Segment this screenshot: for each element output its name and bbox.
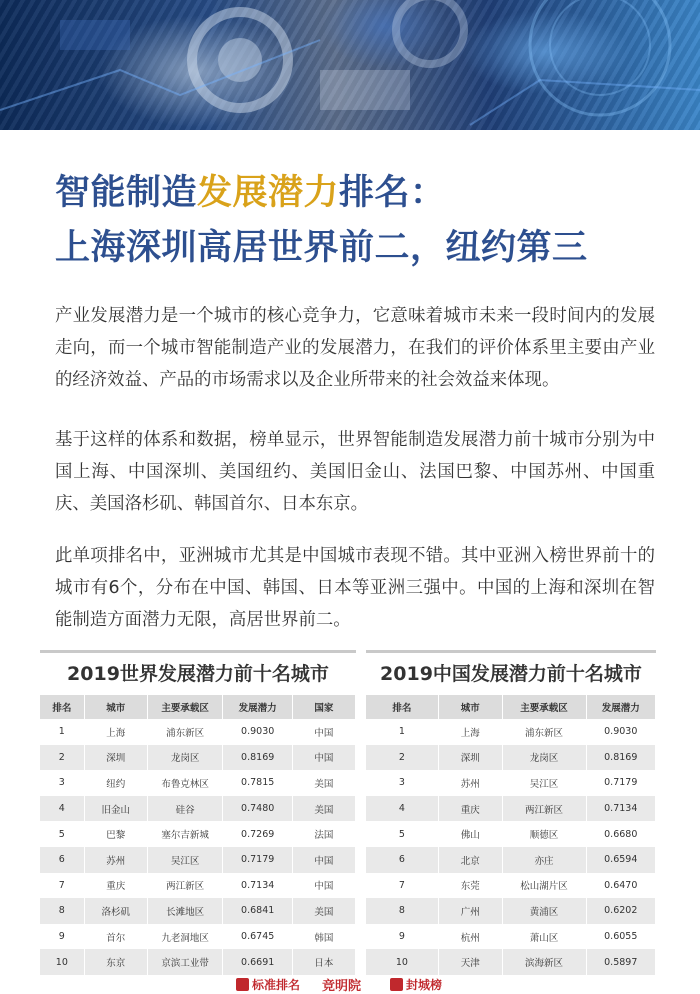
logo-jingming xyxy=(322,976,361,993)
china-table-row xyxy=(366,796,656,822)
table-cell: 吴江区 xyxy=(502,770,586,796)
table-cell: 北京 xyxy=(438,847,502,873)
column-header: 排名 xyxy=(366,695,438,719)
logo-text: 标准排名 xyxy=(252,978,301,992)
table-cell: 美国 xyxy=(292,770,355,796)
table-cell: 天津 xyxy=(438,949,502,975)
table-cell: 4 xyxy=(40,796,84,822)
table-cell: 广州 xyxy=(438,898,502,924)
table-cell: 0.9030 xyxy=(586,719,655,745)
table-cell: 深圳 xyxy=(438,745,502,771)
title-line1 xyxy=(55,173,446,213)
china-table-row xyxy=(366,847,656,873)
china-table-row xyxy=(366,924,656,950)
table-cell: 龙岗区 xyxy=(147,745,223,771)
table-cell: 0.7815 xyxy=(223,770,292,796)
china-table-header-row xyxy=(366,695,656,719)
table-cell: 首尔 xyxy=(84,924,147,950)
table-cell: 京滨工业带 xyxy=(147,949,223,975)
table-cell: 中国 xyxy=(292,719,355,745)
table-cell: 7 xyxy=(40,873,84,899)
table-cell: 0.6470 xyxy=(586,873,655,899)
table-cell: 0.6594 xyxy=(586,847,655,873)
table-cell: 10 xyxy=(40,949,84,975)
table-cell: 0.7179 xyxy=(223,847,292,873)
table-cell: 上海 xyxy=(84,719,147,745)
table-cell: 韩国 xyxy=(292,924,355,950)
article-title xyxy=(55,166,675,276)
table-cell: 2 xyxy=(366,745,438,771)
table-cell: 洛杉矶 xyxy=(84,898,147,924)
table-cell: 深圳 xyxy=(84,745,147,771)
table-cell: 旧金山 xyxy=(84,796,147,822)
table-cell: 5 xyxy=(40,821,84,847)
table-cell: 1 xyxy=(366,719,438,745)
table-cell: 重庆 xyxy=(84,873,147,899)
world-table-row xyxy=(40,770,356,796)
table-cell: 4 xyxy=(366,796,438,822)
logo-mark-icon xyxy=(236,978,249,991)
table-cell: 纽约 xyxy=(84,770,147,796)
table-cell: 0.6202 xyxy=(586,898,655,924)
table-cell: 东莞 xyxy=(438,873,502,899)
table-cell: 浦东新区 xyxy=(147,719,223,745)
table-cell: 布鲁克林区 xyxy=(147,770,223,796)
table-cell: 中国 xyxy=(292,745,355,771)
table-cell: 佛山 xyxy=(438,821,502,847)
table-cell: 顺德区 xyxy=(502,821,586,847)
table-cell: 上海 xyxy=(438,719,502,745)
title-line1-suffix: 排名： xyxy=(339,173,446,213)
column-header: 发展潜力 xyxy=(223,695,292,719)
table-cell: 0.7134 xyxy=(223,873,292,899)
world-table-row xyxy=(40,796,356,822)
china-table-row xyxy=(366,949,656,975)
table-cell: 2 xyxy=(40,745,84,771)
logo-fengcheng xyxy=(390,976,442,993)
world-table-header-row xyxy=(40,695,356,719)
table-cell: 0.7134 xyxy=(586,796,655,822)
table-cell: 两江新区 xyxy=(147,873,223,899)
table-cell: 5 xyxy=(366,821,438,847)
logo-mark-icon xyxy=(390,978,403,991)
table-cell: 亦庄 xyxy=(502,847,586,873)
title-line1-prefix: 智能制造 xyxy=(55,173,198,213)
table-cell: 7 xyxy=(366,873,438,899)
banner-machinery-graphic xyxy=(0,0,700,130)
table-cell: 0.6691 xyxy=(223,949,292,975)
footer-logos xyxy=(0,974,700,994)
table-cell: 3 xyxy=(366,770,438,796)
table-cell: 萧山区 xyxy=(502,924,586,950)
table-cell: 0.7179 xyxy=(586,770,655,796)
table-cell: 黄浦区 xyxy=(502,898,586,924)
world-table-row xyxy=(40,924,356,950)
table-cell: 6 xyxy=(40,847,84,873)
table-cell: 8 xyxy=(40,898,84,924)
column-header: 城市 xyxy=(438,695,502,719)
table-cell: 塞尔吉新城 xyxy=(147,821,223,847)
world-ranking-table xyxy=(40,650,356,975)
table-cell: 0.7480 xyxy=(223,796,292,822)
china-table-row xyxy=(366,898,656,924)
world-table-title: 2019世界发展潜力前十名城市 xyxy=(40,650,356,695)
table-cell: 0.6841 xyxy=(223,898,292,924)
table-cell: 0.8169 xyxy=(223,745,292,771)
title-highlight: 发展潜力 xyxy=(197,173,340,213)
world-table-row xyxy=(40,873,356,899)
world-table-row xyxy=(40,821,356,847)
table-cell: 日本 xyxy=(292,949,355,975)
table-cell: 两江新区 xyxy=(502,796,586,822)
table-cell: 0.7269 xyxy=(223,821,292,847)
title-line2: 上海深圳高居世界前二，纽约第三 xyxy=(55,228,588,268)
table-cell: 巴黎 xyxy=(84,821,147,847)
table-cell: 10 xyxy=(366,949,438,975)
china-table-row xyxy=(366,821,656,847)
table-cell: 9 xyxy=(366,924,438,950)
world-table-row xyxy=(40,949,356,975)
world-table-row xyxy=(40,745,356,771)
table-cell: 硅谷 xyxy=(147,796,223,822)
table-cell: 苏州 xyxy=(438,770,502,796)
column-header: 城市 xyxy=(84,695,147,719)
world-table-row xyxy=(40,719,356,745)
table-cell: 美国 xyxy=(292,898,355,924)
table-cell: 0.6055 xyxy=(586,924,655,950)
logo-text: 竞明院 xyxy=(322,979,362,994)
table-cell: 中国 xyxy=(292,847,355,873)
table-cell: 法国 xyxy=(292,821,355,847)
table-cell: 3 xyxy=(40,770,84,796)
table-cell: 长滩地区 xyxy=(147,898,223,924)
china-table-title: 2019中国发展潜力前十名城市 xyxy=(366,650,656,695)
table-cell: 滨海新区 xyxy=(502,949,586,975)
column-header: 主要承载区 xyxy=(502,695,586,719)
table-cell: 九老洞地区 xyxy=(147,924,223,950)
column-header: 主要承载区 xyxy=(147,695,223,719)
logo-biaozhun xyxy=(236,976,300,993)
world-table-row xyxy=(40,898,356,924)
table-cell: 松山湖片区 xyxy=(502,873,586,899)
world-table-row xyxy=(40,847,356,873)
table-cell: 龙岗区 xyxy=(502,745,586,771)
table-cell: 8 xyxy=(366,898,438,924)
table-cell: 重庆 xyxy=(438,796,502,822)
table-cell: 东京 xyxy=(84,949,147,975)
paragraph-1: 产业发展潜力是一个城市的核心竞争力，它意味着城市未来一段时间内的发展走向，而一个城市智能制造产业的发展潜力，在我们的评价体系里主要由产业的经济效益、产品的市场需求以及企业所带来的社会效益来体现。 xyxy=(55,306,655,390)
column-header: 国家 xyxy=(292,695,355,719)
table-cell: 吴江区 xyxy=(147,847,223,873)
china-table-row xyxy=(366,873,656,899)
table-cell: 0.9030 xyxy=(223,719,292,745)
china-table-row xyxy=(366,745,656,771)
paragraph-3: 此单项排名中，亚洲城市尤其是中国城市表现不错。其中亚洲入榜世界前十的城市有6个，分布在中国、韩国、日本等亚洲三强中。中国的上海和深圳在智能制造方面潜力无限，高居世界前二。 xyxy=(55,546,655,630)
china-table-row xyxy=(366,719,656,745)
table-cell: 美国 xyxy=(292,796,355,822)
table-cell: 苏州 xyxy=(84,847,147,873)
table-cell: 6 xyxy=(366,847,438,873)
china-ranking-table xyxy=(366,650,656,975)
china-table-row xyxy=(366,770,656,796)
table-cell: 0.8169 xyxy=(586,745,655,771)
table-cell: 杭州 xyxy=(438,924,502,950)
table-cell: 中国 xyxy=(292,873,355,899)
table-cell: 浦东新区 xyxy=(502,719,586,745)
table-cell: 1 xyxy=(40,719,84,745)
paragraph-2: 基于这样的体系和数据，榜单显示，世界智能制造发展潜力前十城市分别为中国上海、中国深圳、美国纽约、美国旧金山、法国巴黎、中国苏州、中国重庆、美国洛杉矶、韩国首尔、日本东京。 xyxy=(55,430,655,514)
table-cell: 9 xyxy=(40,924,84,950)
table-cell: 0.6680 xyxy=(586,821,655,847)
header-banner-image xyxy=(0,0,700,130)
column-header: 发展潜力 xyxy=(586,695,655,719)
table-cell: 0.5897 xyxy=(586,949,655,975)
logo-text: 封城榜 xyxy=(406,978,443,992)
column-header: 排名 xyxy=(40,695,84,719)
table-cell: 0.6745 xyxy=(223,924,292,950)
